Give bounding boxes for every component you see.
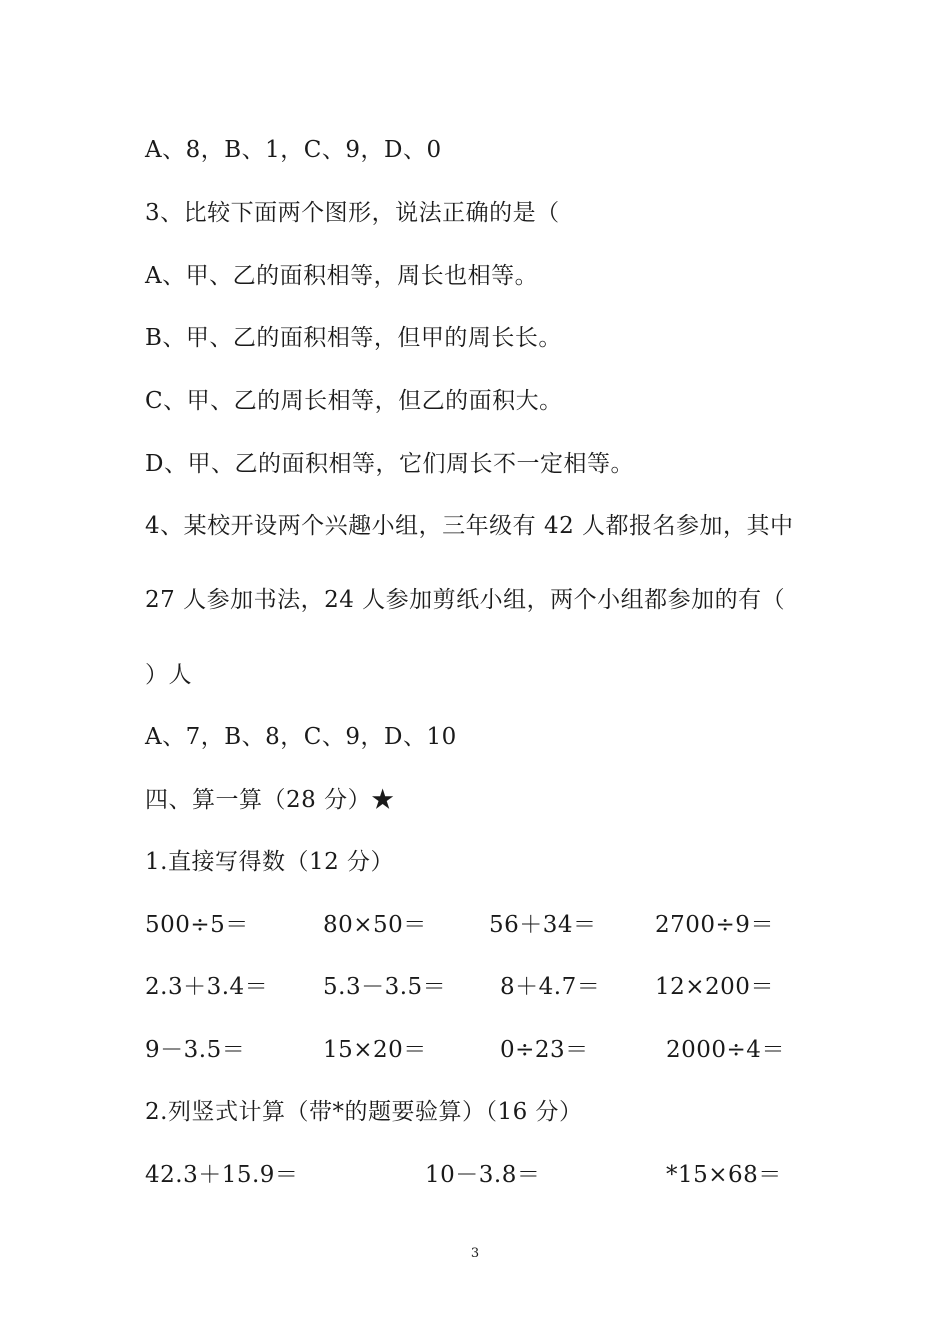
q4-options: A、7，B、8，C、9，D、10 [145, 724, 457, 750]
q3-option-b: B、甲、乙的面积相等，但甲的周长长。 [145, 325, 562, 351]
vertical-item: *15×68＝ [666, 1162, 782, 1188]
oral-item: 12×200＝ [655, 974, 774, 1000]
q3-stem: 3、比较下面两个图形，说法正确的是（ [145, 200, 560, 226]
section-four-heading: 四、算一算（28 分）★ [145, 787, 395, 813]
oral-item: 8＋4.7＝ [500, 974, 601, 1000]
oral-calc-title: 1.直接写得数（12 分） [145, 849, 395, 875]
oral-item: 2700÷9＝ [655, 912, 774, 938]
q4-stem-line3: ）人 [145, 662, 192, 688]
vertical-item: 42.3＋15.9＝ [145, 1162, 299, 1188]
oral-item: 80×50＝ [323, 912, 427, 938]
oral-item: 0÷23＝ [500, 1037, 589, 1063]
q4-stem-line2: 27 人参加书法，24 人参加剪纸小组，两个小组都参加的有（ [145, 587, 786, 613]
q2-options: A、8，B、1，C、9，D、0 [145, 137, 442, 163]
oral-item: 9－3.5＝ [145, 1037, 246, 1063]
vertical-calc-title: 2.列竖式计算（带*的题要验算）（16 分） [145, 1099, 583, 1125]
q3-option-d: D、甲、乙的面积相等，它们周长不一定相等。 [145, 451, 634, 477]
q4-stem-line1: 4、某校开设两个兴趣小组，三年级有 42 人都报名参加，其中 [145, 513, 794, 539]
page-number: 3 [470, 1246, 480, 1261]
oral-item: 5.3－3.5＝ [323, 974, 447, 1000]
oral-item: 2000÷4＝ [666, 1037, 785, 1063]
oral-item: 500÷5＝ [145, 912, 249, 938]
oral-item: 2.3＋3.4＝ [145, 974, 269, 1000]
vertical-item: 10－3.8＝ [425, 1162, 541, 1188]
oral-item: 56＋34＝ [489, 912, 597, 938]
q3-option-c: C、甲、乙的周长相等，但乙的面积大。 [145, 388, 563, 414]
oral-item: 15×20＝ [323, 1037, 427, 1063]
q3-option-a: A、甲、乙的面积相等，周长也相等。 [145, 263, 539, 289]
